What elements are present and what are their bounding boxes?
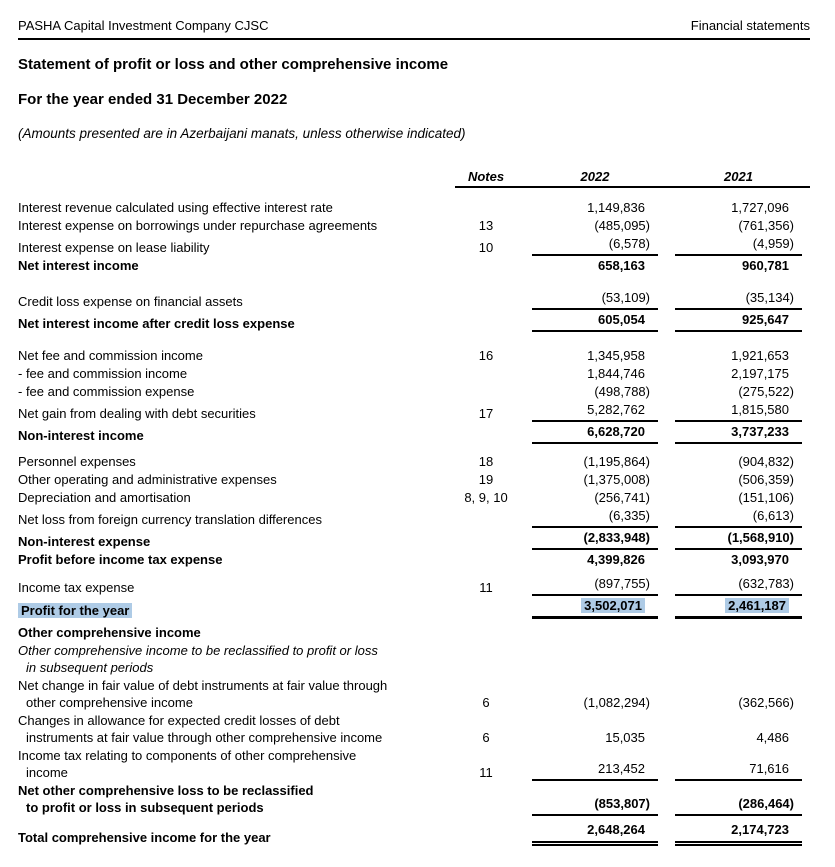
company-name: PASHA Capital Investment Company CJSC [18, 18, 269, 33]
row-label [18, 782, 455, 816]
row-label-line1: Net change in fair value of debt instruments at fair value through [18, 678, 388, 693]
table-row [18, 506, 810, 528]
table-row [18, 488, 810, 506]
table-row [18, 470, 810, 488]
value-2021: 1,921,653 [731, 348, 789, 363]
row-label: - fee and commission expense [18, 384, 195, 399]
value-2021 [675, 597, 802, 619]
value-2021: (35,134) [675, 289, 802, 310]
value-2021: 3,737,233 [675, 423, 802, 444]
row-label [18, 747, 455, 781]
table-row [18, 746, 810, 781]
section-gap [18, 188, 810, 198]
value-2022: 15,035 [605, 730, 645, 745]
row-label: Net interest income after credit loss expense [18, 316, 295, 331]
table-row [18, 234, 810, 256]
value-2022: (1,195,864) [583, 454, 650, 469]
row-label [18, 642, 455, 676]
table-row-subtotal [18, 781, 810, 816]
row-note: 10 [478, 240, 494, 255]
value-2021: (151,106) [738, 490, 794, 505]
highlighted-value: 2,461,187 [725, 598, 789, 613]
row-label-line2: income [26, 765, 68, 780]
table-row [18, 216, 810, 234]
row-label [18, 602, 455, 619]
value-2022: 605,054 [532, 311, 658, 332]
value-2022: 5,282,762 [532, 401, 658, 422]
table-header-row [18, 169, 810, 188]
row-label-line1: Other comprehensive income to be reclassified to profit or loss [18, 643, 378, 658]
row-note: 11 [479, 765, 493, 780]
row-note: 19 [478, 472, 494, 487]
table-row [18, 711, 810, 746]
table-row-total [18, 820, 810, 846]
section-gap [18, 332, 810, 346]
row-label-line2: in subsequent periods [26, 660, 154, 675]
row-note: 8, 9, 10 [464, 490, 508, 505]
row-label: Interest revenue calculated using effective interest rate [18, 200, 333, 215]
value-2022: (53,109) [532, 289, 658, 310]
row-label-line1: Income tax relating to components of other comprehensive [18, 748, 357, 763]
row-label: Non-interest expense [18, 534, 151, 549]
running-header [18, 18, 810, 40]
row-label: Total comprehensive income for the year [18, 830, 271, 845]
value-2022: 1,345,958 [587, 348, 645, 363]
table-row-subtotal [18, 422, 810, 444]
value-2021: 4,486 [756, 730, 789, 745]
value-2021: 925,647 [675, 311, 802, 332]
value-2021: (6,613) [675, 507, 802, 528]
table-row [18, 288, 810, 310]
column-header-notes: Notes [467, 169, 505, 184]
value-2021: 2,197,175 [731, 366, 789, 381]
table-row [18, 346, 810, 364]
row-label [18, 712, 455, 746]
value-2022: (1,375,008) [583, 472, 650, 487]
header-columns [455, 169, 810, 188]
row-label: Depreciation and amortisation [18, 490, 191, 505]
row-label-line1: Changes in allowance for expected credit losses of debt [18, 713, 340, 728]
value-2022: (256,741) [594, 490, 650, 505]
value-2022: (6,578) [532, 235, 658, 256]
row-label: Other comprehensive income [18, 625, 201, 640]
value-2022: (1,082,294) [583, 695, 650, 710]
value-2022: 2,648,264 [532, 821, 658, 846]
row-note: 6 [482, 730, 490, 745]
table-row [18, 382, 810, 400]
table-row [18, 452, 810, 470]
value-2022: 4,399,826 [587, 552, 645, 567]
value-2021: (275,522) [738, 384, 794, 399]
row-label: Interest expense on borrowings under repurchase agreements [18, 218, 378, 233]
row-note: 11 [479, 580, 493, 595]
row-note: 6 [482, 695, 490, 710]
value-2021: (506,359) [738, 472, 794, 487]
row-label: Non-interest income [18, 428, 144, 443]
row-label: Net loss from foreign currency translation differences [18, 512, 322, 527]
value-2022: (485,095) [594, 218, 650, 233]
table-row [18, 400, 810, 422]
row-label: Credit loss expense on financial assets [18, 294, 243, 309]
value-2021: 3,093,970 [731, 552, 789, 567]
value-2021: (761,356) [738, 218, 794, 233]
row-note: 17 [478, 406, 494, 421]
value-2022: 6,628,720 [532, 423, 658, 444]
value-2021: (632,783) [675, 575, 802, 596]
statement-title: Statement of profit or loss and other comprehensive income [18, 56, 449, 73]
row-label-line2: to profit or loss in subsequent periods [26, 800, 264, 815]
value-2022: (498,788) [594, 384, 650, 399]
table-row [18, 574, 810, 596]
row-note: 16 [478, 348, 494, 363]
column-header-2022: 2022 [580, 169, 610, 184]
table-row [18, 198, 810, 216]
value-2021: 71,616 [675, 760, 802, 781]
value-2021: 1,815,580 [675, 401, 802, 422]
section-gap [18, 444, 810, 452]
table-row [18, 364, 810, 382]
row-label-line2: other comprehensive income [26, 695, 193, 710]
section-heading-row [18, 623, 810, 641]
section-subheading-row [18, 641, 810, 676]
value-2022: 213,452 [532, 760, 658, 781]
highlighted-value: 3,502,071 [581, 598, 645, 613]
value-2021: (4,959) [675, 235, 802, 256]
row-note: 18 [478, 454, 494, 469]
row-label: Income tax expense [18, 580, 135, 595]
value-2022 [532, 597, 658, 619]
table-row-subtotal [18, 528, 810, 550]
table-row-profit-for-year [18, 596, 810, 619]
value-2021: (1,568,910) [675, 529, 802, 550]
document-type: Financial statements [690, 18, 810, 33]
row-label: Net interest income [18, 258, 139, 273]
row-label: Personnel expenses [18, 454, 136, 469]
row-label-line2: instruments at fair value through other comprehensive income [26, 730, 383, 745]
highlighted-label: Profit for the year [18, 603, 132, 618]
row-label: Net fee and commission income [18, 348, 203, 363]
table-row [18, 676, 810, 711]
currency-note: (Amounts presented are in Azerbaijani manats, unless otherwise indicated) [18, 126, 466, 141]
period-subtitle: For the year ended 31 December 2022 [18, 91, 288, 108]
value-2022: 1,844,746 [587, 366, 645, 381]
row-label [18, 677, 455, 711]
value-2022: 658,163 [598, 258, 645, 273]
value-2021: 1,727,096 [731, 200, 789, 215]
value-2022: (6,335) [532, 507, 658, 528]
row-label: Other operating and administrative expenses [18, 472, 277, 487]
table-row-subtotal [18, 256, 810, 274]
row-label: Profit before income tax expense [18, 552, 223, 567]
value-2021: (904,832) [738, 454, 794, 469]
column-header-2021: 2021 [724, 169, 753, 184]
value-2022: (897,755) [532, 575, 658, 596]
value-2021: (286,464) [675, 795, 802, 816]
row-label: Interest expense on lease liability [18, 240, 210, 255]
section-gap [18, 274, 810, 288]
row-label: - fee and commission income [18, 366, 188, 381]
value-2021: (362,566) [738, 695, 794, 710]
profit-loss-table [18, 169, 810, 846]
value-2021: 2,174,723 [675, 821, 802, 846]
value-2022: (853,807) [532, 795, 658, 816]
value-2022: 1,149,836 [587, 200, 645, 215]
table-row-subtotal [18, 310, 810, 332]
table-row-subtotal [18, 550, 810, 568]
row-label-line1: Net other comprehensive loss to be reclassified [18, 783, 314, 798]
row-note: 13 [478, 218, 494, 233]
value-2022: (2,833,948) [532, 529, 658, 550]
row-label: Net gain from dealing with debt securities [18, 406, 256, 421]
value-2021: 960,781 [742, 258, 789, 273]
